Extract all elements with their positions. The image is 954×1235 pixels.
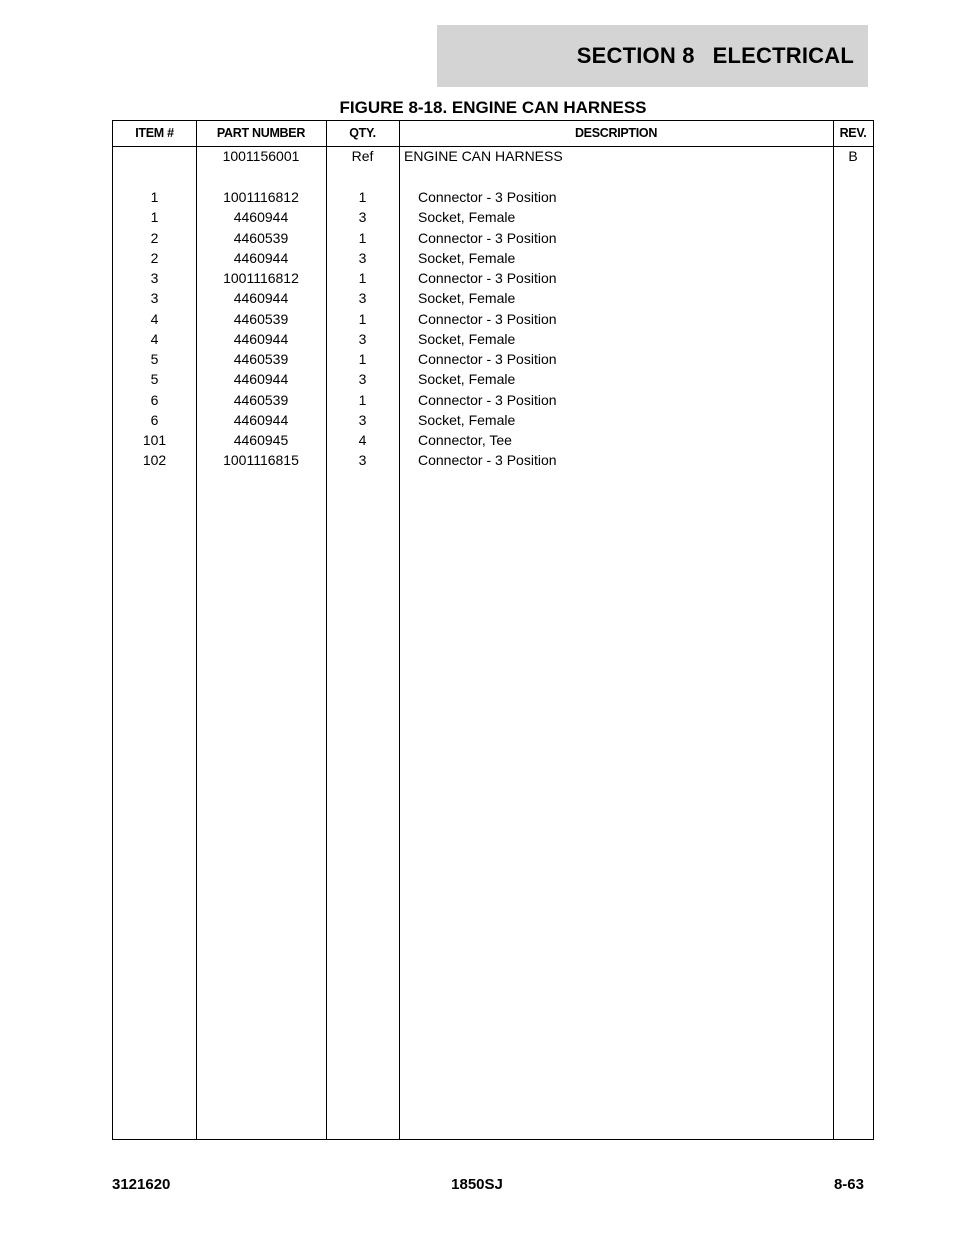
- quantity: Ref: [351, 148, 374, 164]
- part-number: 4460944: [233, 249, 289, 266]
- table-row: [113, 309, 873, 329]
- item-number: 5: [150, 371, 159, 388]
- description: Connector - 3 Position: [418, 310, 557, 327]
- header-rev: REV.: [839, 126, 867, 140]
- quantity: 3: [358, 452, 367, 469]
- part-number: 1001156001: [222, 148, 300, 164]
- part-number: 4460539: [233, 351, 289, 367]
- description: Socket, Female: [418, 411, 516, 428]
- figure-title: FIGURE 8-18. ENGINE CAN HARNESS: [339, 98, 647, 117]
- part-number: 4460944: [233, 209, 289, 226]
- description: Socket, Female: [418, 209, 516, 226]
- header-part-number: PART NUMBER: [216, 126, 306, 140]
- section-title: ELECTRICAL: [712, 43, 854, 68]
- header-item: ITEM #: [135, 126, 174, 140]
- part-number: 4460944: [233, 371, 289, 388]
- description: Socket, Female: [418, 290, 516, 307]
- footer-document-number: 3121620: [112, 1176, 171, 1193]
- quantity: 3: [358, 371, 367, 388]
- section-number: SECTION 8: [576, 43, 695, 68]
- item-number: 2: [150, 249, 159, 266]
- part-number: 4460539: [233, 310, 289, 327]
- description: Connector - 3 Position: [418, 351, 557, 367]
- item-number: 6: [150, 391, 159, 408]
- item-number: 3: [150, 290, 159, 307]
- header-qty: QTY.: [349, 126, 376, 140]
- quantity: 1: [358, 229, 367, 246]
- assembly-row: [113, 146, 873, 166]
- description: Connector - 3 Position: [418, 270, 557, 286]
- quantity: 3: [358, 209, 367, 226]
- description: Connector - 3 Position: [418, 452, 557, 469]
- description: Connector - 3 Position: [418, 189, 557, 205]
- table-row: [113, 329, 873, 349]
- quantity: 1: [358, 189, 367, 205]
- table-row: [113, 390, 873, 410]
- item-number: 101: [142, 432, 167, 448]
- part-number: 4460944: [233, 290, 289, 307]
- item-number: 4: [150, 310, 159, 327]
- part-number: 4460944: [233, 411, 289, 428]
- item-number: 1: [150, 209, 159, 226]
- quantity: 3: [358, 330, 367, 347]
- description: Connector - 3 Position: [418, 391, 557, 408]
- table-row: [113, 288, 873, 308]
- quantity: 4: [358, 432, 367, 448]
- quantity: 3: [358, 290, 367, 307]
- table-row: [113, 228, 873, 248]
- table-row: [113, 248, 873, 268]
- table-row: [113, 430, 873, 450]
- description: Connector, Tee: [418, 432, 512, 448]
- description: ENGINE CAN HARNESS: [404, 148, 563, 164]
- part-number: 4460944: [233, 330, 289, 347]
- quantity: 1: [358, 391, 367, 408]
- part-number: 4460945: [233, 432, 289, 448]
- table-row: [113, 450, 873, 470]
- table-row: [113, 187, 873, 207]
- quantity: 1: [358, 351, 367, 367]
- parts-table: [112, 120, 874, 1140]
- part-number: 4460539: [233, 391, 289, 408]
- item-number: 2: [150, 229, 159, 246]
- description: Socket, Female: [418, 330, 516, 347]
- table-row: [113, 349, 873, 369]
- section-banner: [437, 25, 868, 87]
- part-number: 1001116812: [223, 189, 299, 205]
- item-number: 4: [150, 330, 159, 347]
- quantity: 1: [358, 310, 367, 327]
- part-number: 1001116812: [223, 270, 299, 286]
- item-number: 1: [150, 189, 159, 205]
- quantity: 3: [358, 249, 367, 266]
- quantity: 3: [358, 411, 367, 428]
- table-row: [113, 369, 873, 389]
- revision: B: [848, 148, 858, 164]
- footer-model: 1850SJ: [451, 1176, 503, 1193]
- description: Connector - 3 Position: [418, 229, 557, 246]
- item-number: 102: [142, 452, 167, 469]
- item-number: 3: [150, 270, 159, 286]
- item-number: 5: [150, 351, 159, 367]
- quantity: 1: [358, 270, 367, 286]
- part-number: 4460539: [233, 229, 289, 246]
- table-row: [113, 268, 873, 288]
- table-row: [113, 410, 873, 430]
- description: Socket, Female: [418, 371, 516, 388]
- header-description: DESCRIPTION: [574, 126, 658, 140]
- table-row: [113, 207, 873, 227]
- footer-page-number: 8-63: [833, 1176, 864, 1193]
- description: Socket, Female: [418, 249, 516, 266]
- item-number: 6: [150, 411, 159, 428]
- part-number: 1001116815: [223, 452, 299, 469]
